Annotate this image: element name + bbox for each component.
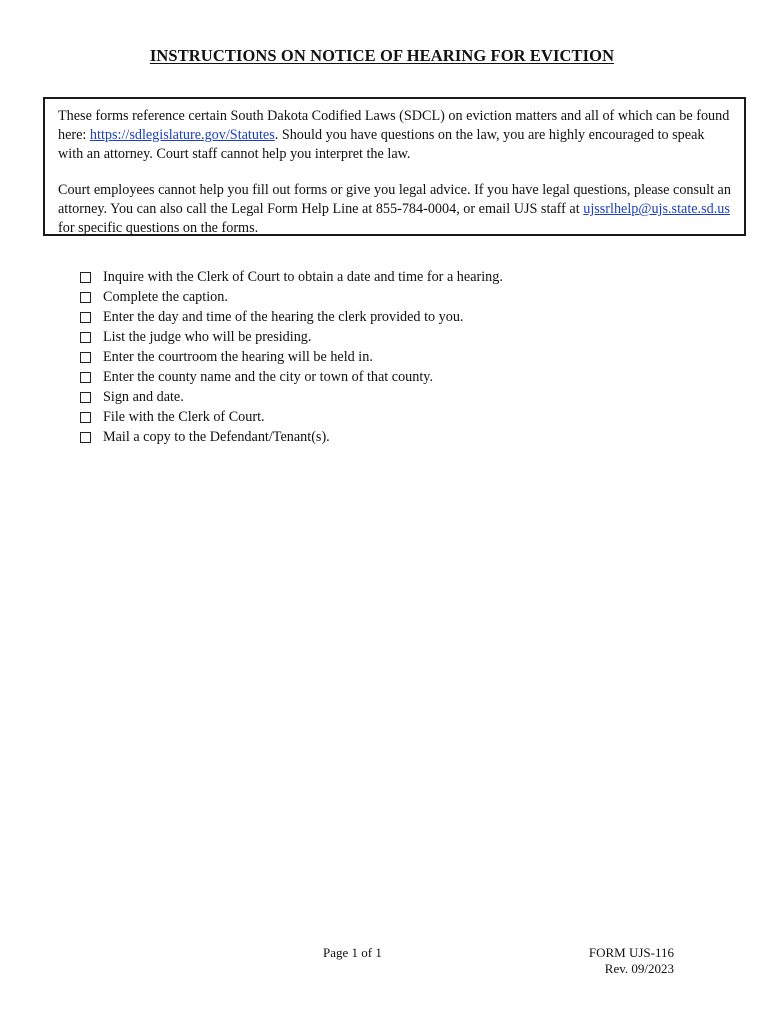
checklist-item bbox=[80, 327, 503, 347]
checkbox-icon[interactable] bbox=[80, 332, 91, 343]
checkbox-icon[interactable] bbox=[80, 292, 91, 303]
form-revision: Rev. 09/2023 bbox=[604, 961, 674, 976]
form-id: FORM UJS-116 bbox=[588, 945, 674, 960]
checklist-item bbox=[80, 367, 503, 387]
notice-paragraph-help bbox=[58, 181, 732, 238]
checklist-item bbox=[80, 267, 503, 287]
statutes-link[interactable]: https://sdlegislature.gov/Statutes bbox=[89, 127, 275, 143]
checklist-item bbox=[80, 427, 503, 447]
checkbox-icon[interactable] bbox=[80, 272, 91, 283]
checklist-item bbox=[80, 307, 503, 327]
form-identifier bbox=[589, 945, 674, 977]
help-email-link[interactable]: ujssrlhelp@ujs.state.sd.us bbox=[583, 201, 730, 217]
notice-paragraph-statutes bbox=[58, 107, 732, 164]
checklist-item-label: File with the Clerk of Court. bbox=[103, 408, 265, 425]
document-title: INSTRUCTIONS ON NOTICE OF HEARING FOR EVICTION bbox=[149, 46, 615, 65]
notice-text: for specific questions on the forms. bbox=[58, 220, 259, 236]
checklist-item bbox=[80, 287, 503, 307]
notice-text: . Should you have questions on the law, you are highly encouraged to speak with an attorney. Court staff cannot help you interpret the law. bbox=[58, 127, 705, 162]
checklist-item bbox=[80, 347, 503, 367]
checkbox-icon[interactable] bbox=[80, 352, 91, 363]
instructions-checklist bbox=[80, 267, 503, 447]
checklist-item-label: Enter the county name and the city or town of that county. bbox=[103, 368, 434, 385]
checklist-item-label: Enter the courtroom the hearing will be held in. bbox=[103, 348, 373, 365]
checklist-item bbox=[80, 387, 503, 407]
checklist-item-label: Sign and date. bbox=[103, 388, 184, 405]
checklist-item-label: Enter the day and time of the hearing the clerk provided to you. bbox=[103, 308, 464, 325]
checkbox-icon[interactable] bbox=[80, 312, 91, 323]
legal-notice-box bbox=[43, 97, 746, 236]
notice-text: These forms reference certain South Dakota Codified Laws (SDCL) on eviction matters and all of which can be found here: bbox=[58, 108, 730, 143]
checklist-item-label: Mail a copy to the Defendant/Tenant(s). bbox=[103, 428, 330, 445]
checkbox-icon[interactable] bbox=[80, 432, 91, 443]
checkbox-icon[interactable] bbox=[80, 412, 91, 423]
checklist-item-label: List the judge who will be presiding. bbox=[103, 328, 312, 345]
checkbox-icon[interactable] bbox=[80, 372, 91, 383]
page-number: Page 1 of 1 bbox=[323, 945, 382, 960]
checklist-item-label: Inquire with the Clerk of Court to obtain a date and time for a hearing. bbox=[103, 268, 503, 285]
checkbox-icon[interactable] bbox=[80, 392, 91, 403]
checklist-item-label: Complete the caption. bbox=[103, 288, 228, 305]
checklist-item bbox=[80, 407, 503, 427]
notice-text: Court employees cannot help you fill out forms or give you legal advice. If you have legal questions, please consult an attorney. You can also call the Legal Form Help Line at 855-784-0004, or email UJS staff at bbox=[58, 182, 731, 217]
